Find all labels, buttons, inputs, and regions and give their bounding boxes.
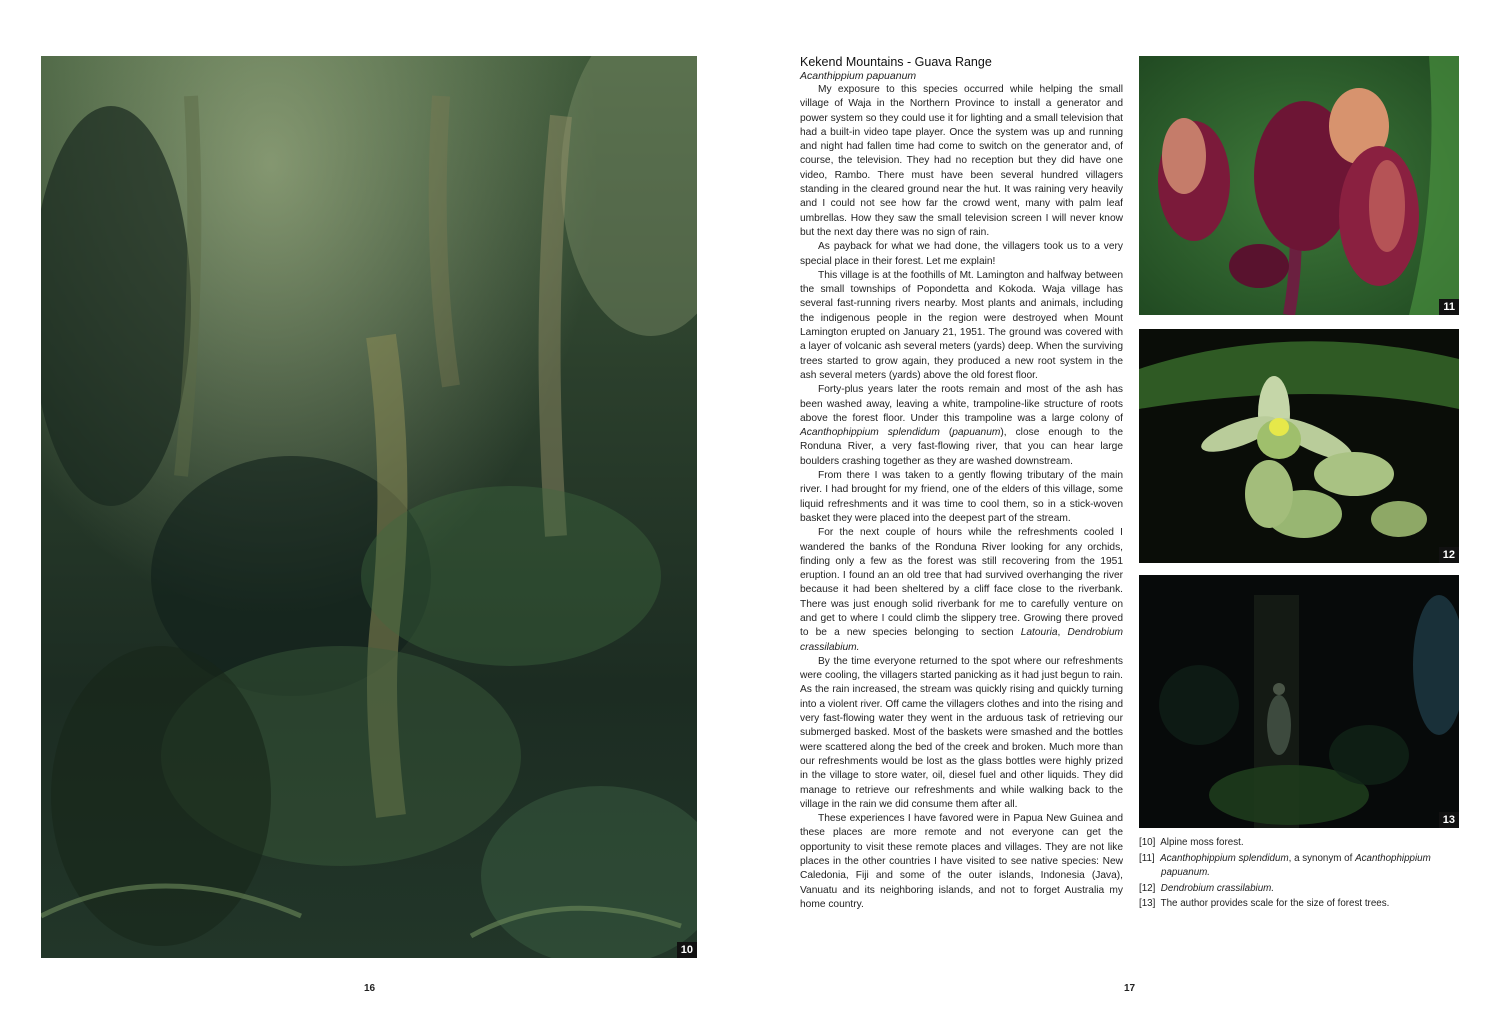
paragraph-7: By the time everyone returned to the spot where our refreshments were cooling, the villagers started panicking as it had just begun to rain. As the rain increased, the stream was quickly rising and quickly turning into a violent river. Off came the villagers clothes and into the rising and very fast-flowing water they went in the arduous task of retrieving our submerged basked. Most of the baskets were smashed and the bottles were scattered along the bed of the creek and broken. Much more than our refreshments would be lost as the glass bottles were highly prized in the village to store water, oil, diesel fuel and other liquids. They did manage to retrieve our refreshments and while walking back to the village in the rain we did consume them after all. (800, 655, 1123, 810)
paragraph-3: This village is at the foothills of Mt. Lamington and halfway between the small townships of Popondetta and Kokoda. Waja village has several fast-running rivers nearby. Most plants and animals, including the indigenous people in the region were destroyed when Mount Lamington erupted on January 21, 1951. The ground was covered with a layer of volcanic ash several meters (yards) deep. When the surviving trees started to grow again, they produced a new root system in the ash several meters (yards) above the old forest floor. (800, 269, 1123, 381)
paragraph-5: From there I was taken to a gently flowing tributary of the main river. I had brought for my friend, one of the elders of this village, some liquid refreshments and it was time to cool them, so in a stick-woven basket they were placed into the deepest part of the stream. (800, 470, 1123, 524)
paragraph-6 (800, 526, 1123, 655)
caption-10-text: Alpine moss forest. (1160, 837, 1244, 848)
p6-section: Latouria (1020, 627, 1058, 639)
orchid-red-image (1139, 56, 1459, 315)
photo-alpine-moss-forest (41, 56, 697, 958)
p4-text-a: Forty-plus years later the roots remain and most of the ash has been washed away, leaving a white, trampoline-like structure of roots above the forest floor. Under this trampoline was a large colony of (800, 384, 1123, 424)
caption-12 (1139, 882, 1459, 897)
p4-text-c: ), close enough to the Ronduna River, a very fast-flowing river, that you can hear large boulders crashing together as they are washed downstream. (800, 427, 1124, 467)
page-number-right: 17 (1124, 983, 1136, 994)
paragraph-2: As payback for what we had done, the villagers took us to a very special place in their forest. Let me explain! (800, 241, 1123, 267)
paragraph-4 (800, 383, 1123, 469)
orchid-green-image (1139, 329, 1459, 563)
caption-11-synonym: Acanthophippium papuanum. (1161, 852, 1431, 878)
caption-10 (1139, 836, 1459, 851)
caption-13 (1139, 897, 1459, 912)
caption-12-species: Dendrobium crassilabium. (1160, 882, 1275, 894)
article-subtitle: Acanthippium papuanum (800, 70, 917, 82)
dark-forest-image (1139, 575, 1459, 828)
paragraph-8: These experiences I have favored were in Papua New Guinea and these places are more remote and not everyone can get the opportunity to visit these remote places and villages. They are not like places in the other countries I have visited to see native species: New Caledonia, Fiji and some of the outer islands, Indonesia (Java), Vanuatu and its neighboring islands, and not to forget Australia my home country. (800, 813, 1123, 910)
caption-11-species: Acanthophippium splendidum (1160, 852, 1289, 864)
figure-number-12: 12 (1439, 547, 1459, 563)
article-body (800, 83, 1123, 912)
caption-11 (1139, 852, 1459, 881)
figure-number-13: 13 (1439, 812, 1459, 828)
caption-13-number: [13] (1139, 898, 1156, 909)
p4-species: Acanthophippium splendidum (800, 427, 940, 439)
figure-captions (1139, 836, 1459, 913)
photo-author-forest (1139, 575, 1459, 828)
page-number-left: 16 (364, 983, 376, 994)
photo-dendrobium-crassilabium (1139, 329, 1459, 563)
p6-text-a: For the next couple of hours while the refreshments cooled I wandered the banks of the Ronduna River looking for any orchids, finding only a few as the forest was still recovering from the 1951 eruption. I found an an old tree that had survived overhanging the river because it had been sheltered by a cliff face close to the riverbank. There was just enough solid riverbank for me to carefully venture on and get to where I could climb the slippery tree. Growing there proved to be a new species belonging to section (800, 527, 1123, 639)
article-title: Kekend Mountains - Guava Range (800, 55, 992, 69)
p4-text-b: ( (939, 427, 953, 439)
article (800, 55, 1123, 912)
caption-13-text: The author provides scale for the size of forest trees. (1160, 898, 1390, 909)
p6-species: Dendrobium crassilabium. (800, 627, 1123, 653)
p4-synonym: papuanum (952, 427, 1001, 439)
p6-text-b: , (1057, 627, 1068, 639)
caption-11-number: [11] (1139, 852, 1155, 864)
photo-acanthophippium (1139, 56, 1459, 315)
caption-10-number: [10] (1139, 837, 1156, 848)
paragraph-1: My exposure to this species occurred while helping the small village of Waja in the Northern Province to install a generator and power system so they could use it for lighting and a small television that had a built-in video tape player. Once the system was up and running and night had fallen time had come to switch on the generator and, of course, the television. They had no reception but they did have one video, Rambo. There must have been several hundred villagers standing in the cleared ground near the hut. It was raining very heavily and I could not see how far the crowd went, many with palm leaf umbrellas. How they saw the small television screen I will never know but the next day there was no sign of rain. (800, 84, 1123, 238)
forest-image (41, 56, 697, 958)
caption-11-text: , a synonym of (1288, 852, 1356, 864)
figure-number-11: 11 (1439, 299, 1459, 315)
caption-12-number: [12] (1139, 882, 1156, 894)
figure-number-10: 10 (677, 942, 697, 958)
